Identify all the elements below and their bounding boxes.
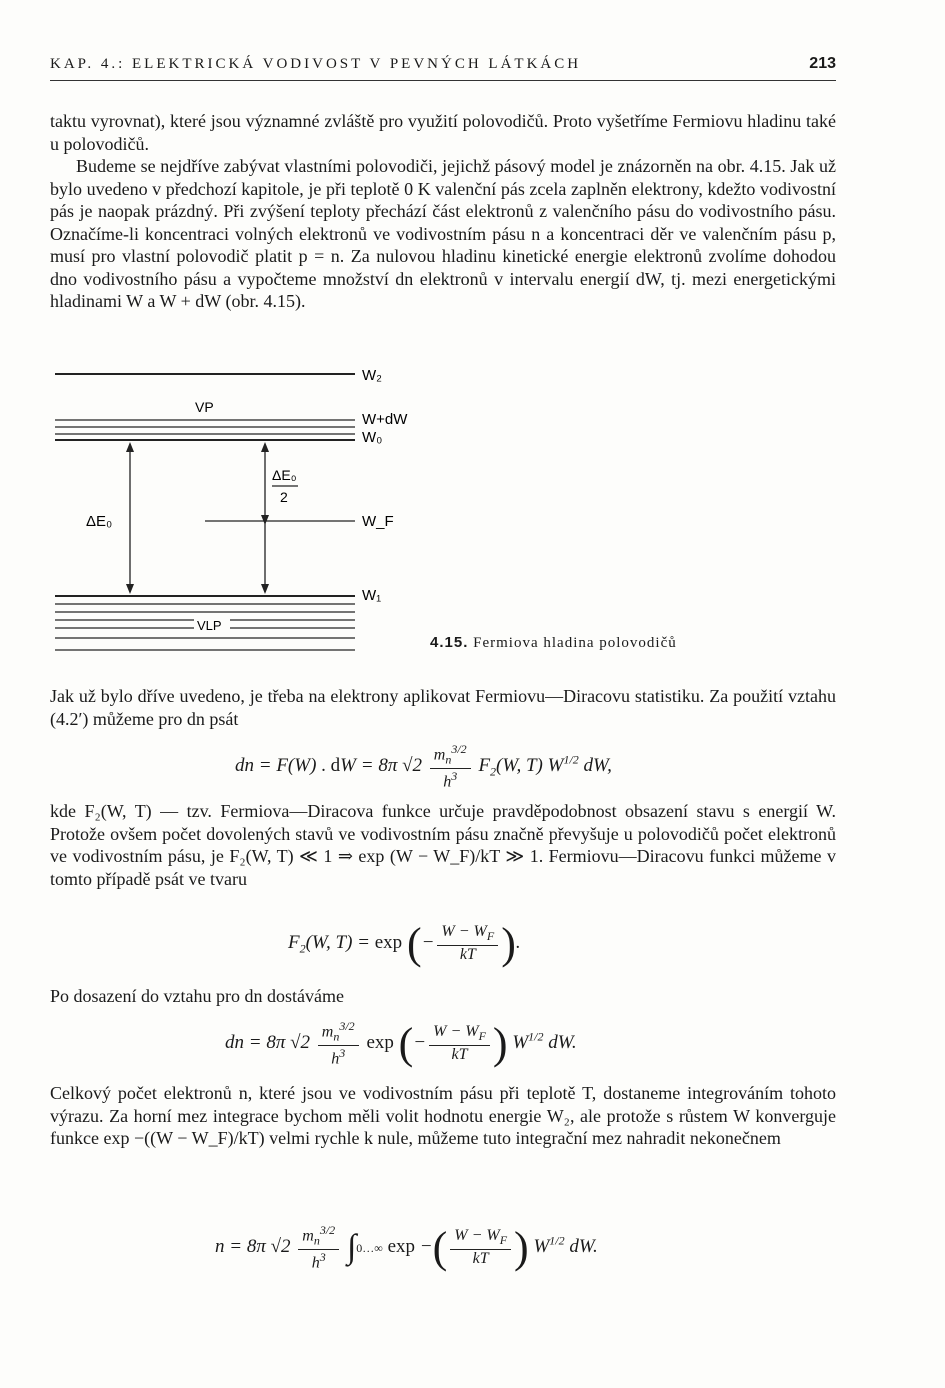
text-block-1 [50,110,836,313]
caption-number: 4.15. [430,634,469,651]
figure-caption [430,634,677,652]
label-w1: W₁ [362,587,382,604]
text-block-5 [50,1082,836,1150]
equation-dn: dn = F(W) . dW = 8π √2 $\frac{m_n^{3/2}}{h^3}$ $F_2(W$, T) $W^{1/2}$ dW, [235,742,612,790]
label-vp: VP [195,399,214,415]
paragraph-2: Budeme se nejdříve zabývat vlastními polovodiči, jejichž pásový model je znázorněn na obr. 4.15. Jak už bylo uvedeno v předchozí kapitole, je při teplotě 0 K valenční pás zcela zaplněn elektrony, kdežto vodivostní pás je naopak prázdný. Při zvýšení teploty přechází část elektronů z valenčního pásu do vodivostního pásu. Označíme-li koncentraci volných elektronů ve vodivostním pásu n a koncentraci děr ve valenčním pásu p, musí pro vlastní polovodič platit p = n. Za nulovou hladinu kinetické energie elektronů zvolíme dohodou dno vodivostního pásu a vypočteme množství dn elektronů v intervalu energií dW, tj. mezi energetickými hladinami W a W + dW (obr. 4.15). [50,156,836,311]
text-block-4 [50,985,836,1008]
band-diagram [50,360,430,660]
paragraph-3: Jak už bylo dříve uvedeno, je třeba na elektrony aplikovat Fermiovu—Diracovu statistiku. Za použití vztahu (4.2′) můžeme pro dn psát [50,686,836,729]
chapter-title: KAP. 4.: ELEKTRICKÁ VODIVOST V PEVNÝCH LÁTKÁCH [50,56,582,72]
label-de0-half-num: ΔE₀ [272,467,297,483]
paragraph-6: Celkový počet elektronů n, které jsou ve vodivostním pásu při teplotě T, dostaneme integrováním tohoto výrazu. Za horní mez integrace bychom měli volit hodnotu energie W₂, ale protože s růstem W konverguje funkce exp −((W − W_F)/kT) velmi rychle k nule, můžeme tuto integrační mez nahradit nekonečnem [50,1083,836,1148]
label-de0-half-den: 2 [280,489,288,505]
equation-n-integral: n = 8π √2 $\frac{m_n^{3/2}}{h^3}$ ∫0…∞ exp −( $\frac{W - W_F}{kT}$ ) $W^{1/2}$ dW. [215,1223,598,1272]
label-w2: W₂ [362,367,382,384]
label-vlp: VLP [197,618,222,633]
paragraph-1: taktu vyrovnat), které jsou významné zvláště pro využití polovodičů. Proto vyšetříme Fermiovu hladinu také u polovodičů. [50,111,836,154]
page-number: 213 [809,55,836,72]
equation-dn-exp: dn = 8π √2 $\frac{m_n^{3/2}}{h^3}$ exp (− $\frac{W - W_F}{kT}$ ) $W^{1/2}$ dW. [225,1019,577,1068]
label-w-plus-dw: W+dW [362,411,408,428]
paragraph-4: kde F₂(W, T) — tzv. Fermiova—Diracova funkce určuje pravděpodobnost obsazení stavu s energií W. Protože ovšem počet dovolených stavů ve vodivostním pásu značně převyšuje u polovodičů počet elektronů ve vodivostním pásu, je F₂(W, T) ≪ 1 ⇒ exp (W − W_F)/kT ≫ 1. Fermiovu—Diracovu funkci můžeme v tomto případě psát ve tvaru [50,801,836,889]
caption-text: Fermiova hladina polovodičů [473,635,677,651]
paragraph-5: Po dosazení do vztahu pro dn dostáváme [50,986,344,1006]
label-wf: W_F [362,513,394,530]
label-w0: W₀ [362,429,383,446]
text-block-3 [50,800,836,890]
text-block-2 [50,685,836,730]
equation-f2: $F_2(W$, T) = exp (− $\frac{W - W_F}{kT}$ ). [288,919,521,968]
running-header [50,50,836,81]
label-de0: ΔE₀ [86,513,113,530]
